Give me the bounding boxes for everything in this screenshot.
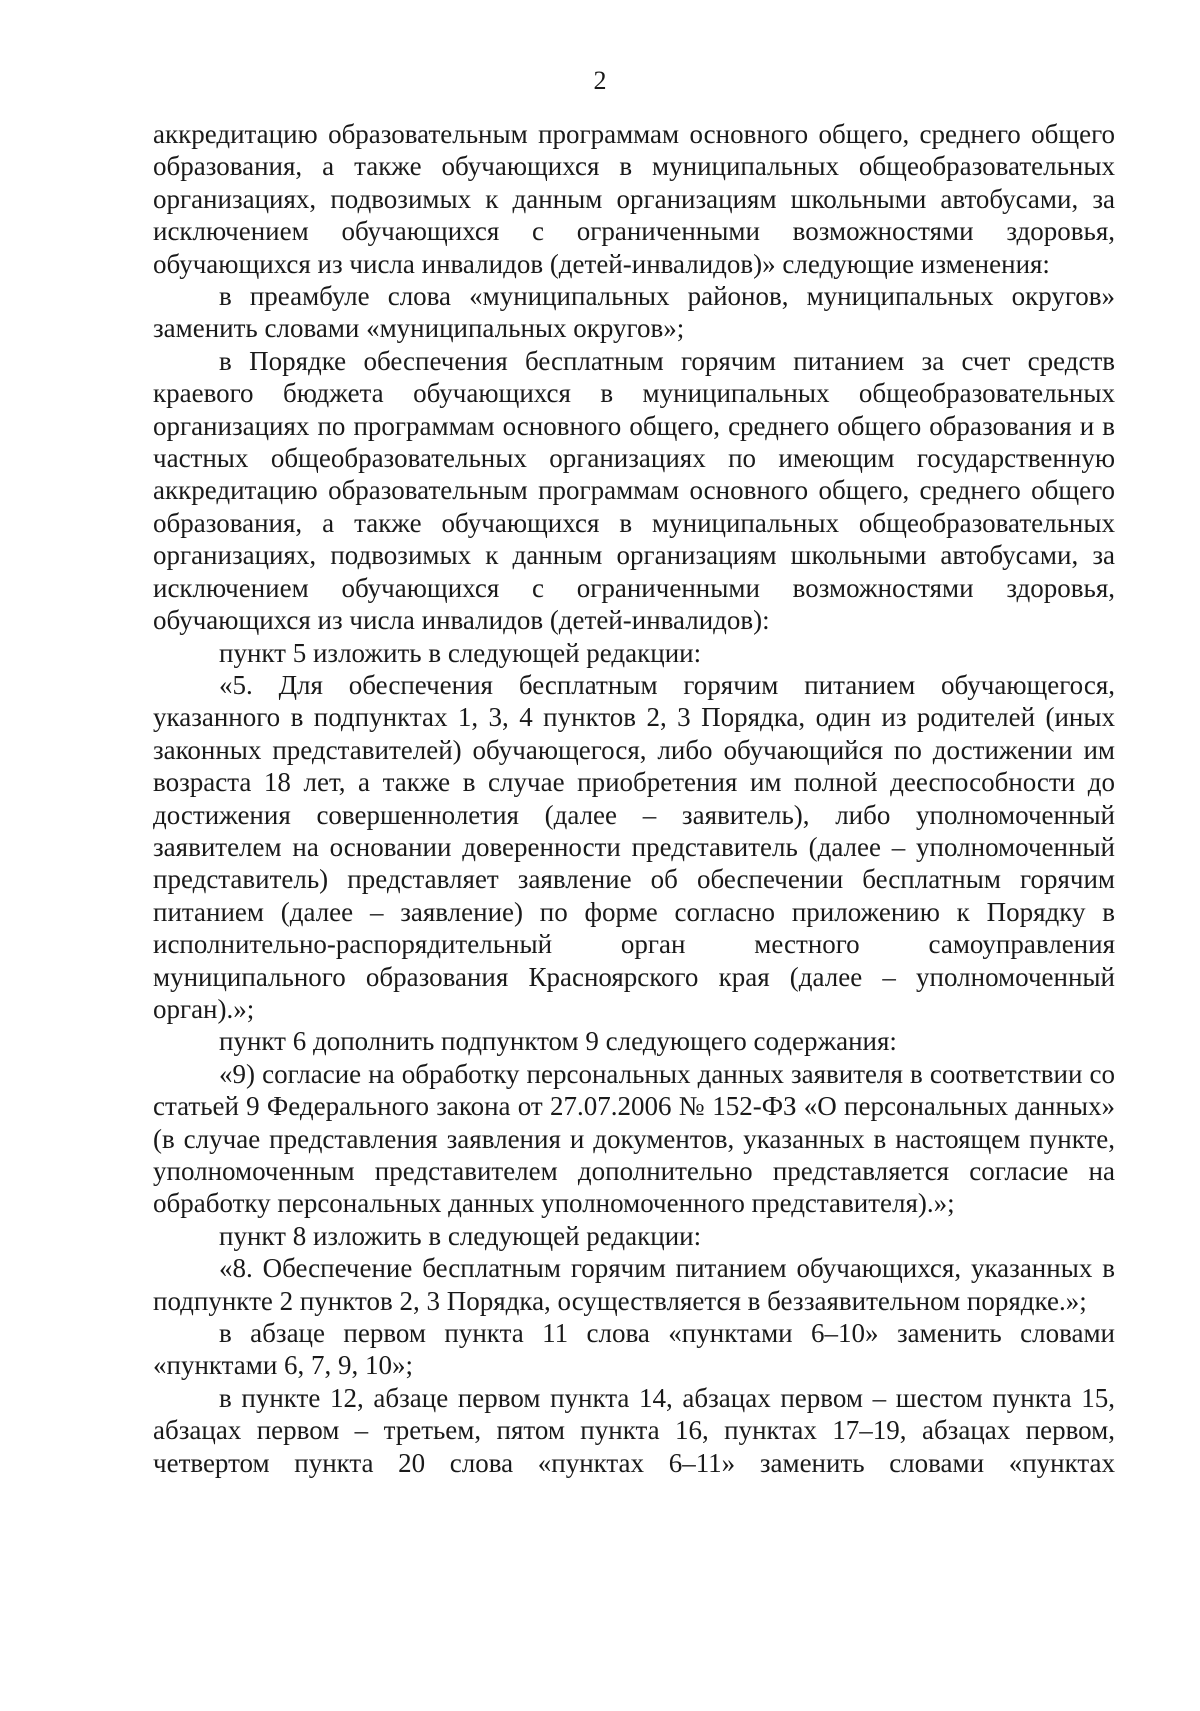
paragraph-item-5-text: «5. Для обеспечения бесплатным горячим питанием обучающегося, указанного в подпунктах 1, 3, 4 пунктов 2, 3 Порядка, один из родителей (иных законных представителей) обучающегося, либо обучающийся по достижении им возраста 18 лет, а также в случае приобретения им полной дееспособности до достижения совершеннолетия (далее – заявитель), либо уполномоченный заявителем на основании доверенности представитель (далее – уполномоченный представитель) представляет заявление об обеспечении бесплатным горячим питанием (далее – заявление) по форме согласно приложению к Порядку в исполнительно-распорядительный орган местного самоуправления муниципального образования Красноярского края (далее – уполномоченный орган).»;: [153, 669, 1115, 1024]
document-body: [153, 118, 1115, 1479]
paragraph-items-12-20-change: в пункте 12, абзаце первом пункта 14, абзацах первом – шестом пункта 15, абзацах первом – третьем, пятом пункта 16, пунктах 17–19, абзацах первом, четвертом пункта 20 слова «пунктах 6–11» заменить словами «пунктах: [153, 1382, 1115, 1478]
paragraph-1-continuation: аккредитацию образовательным программам основного общего, среднего общего образования, а также обучающихся в муниципальных общеобразовательных организациях, подвозимых к данным организациям школьными автобусами, за исключением обучающихся с ограниченными возможностями здоровья, обучающихся из числа инвалидов (детей-инвалидов)» следующие изменения:: [153, 119, 1115, 279]
paragraph-procedure-title: в Порядке обеспечения бесплатным горячим питанием за счет средств краевого бюджета обучающихся в муниципальных общеобразовательных организациях по программам основного общего, среднего общего образования и в частных общеобразовательных организациях по имеющим государственную аккредитацию образовательным программам основного общего, среднего общего образования, а также обучающихся в муниципальных общеобразовательных организациях, подвозимых к данным организациям школьными автобусами, за исключением обучающихся с ограниченными возможностями здоровья, обучающихся из числа инвалидов (детей-инвалидов):: [153, 345, 1115, 636]
page-number: 2: [593, 66, 607, 95]
paragraph-item-8-text: «8. Обеспечение бесплатным горячим питанием обучающихся, указанных в подпункте 2 пунктов 2, 3 Порядка, осуществляется в беззаявительном порядке.»;: [153, 1253, 1115, 1316]
paragraph-item-8-intro: пункт 8 изложить в следующей редакции:: [219, 1220, 702, 1251]
paragraph-item-5-intro: пункт 5 изложить в следующей редакции:: [219, 637, 702, 668]
paragraph-preamble-change: в преамбуле слова «муниципальных районов, муниципальных округов» заменить словами «муниципальных округов»;: [153, 281, 1115, 344]
paragraph-item-11-change: в абзаце первом пункта 11 слова «пунктами 6–10» заменить словами «пунктами 6, 7, 9, 10»;: [153, 1318, 1115, 1381]
paragraph-subitem-9-text: «9) согласие на обработку персональных данных заявителя в соответствии со статьей 9 Федерального закона от 27.07.2006 № 152-ФЗ «О персональных данных» (в случае представления заявления и документов, указанных в настоящем пункте, уполномоченным представителем дополнительно представляется согласие на обработку персональных данных уполномоченного представителя).»;: [153, 1058, 1115, 1219]
paragraph-item-6-intro: пункт 6 дополнить подпунктом 9 следующего содержания:: [219, 1026, 897, 1057]
